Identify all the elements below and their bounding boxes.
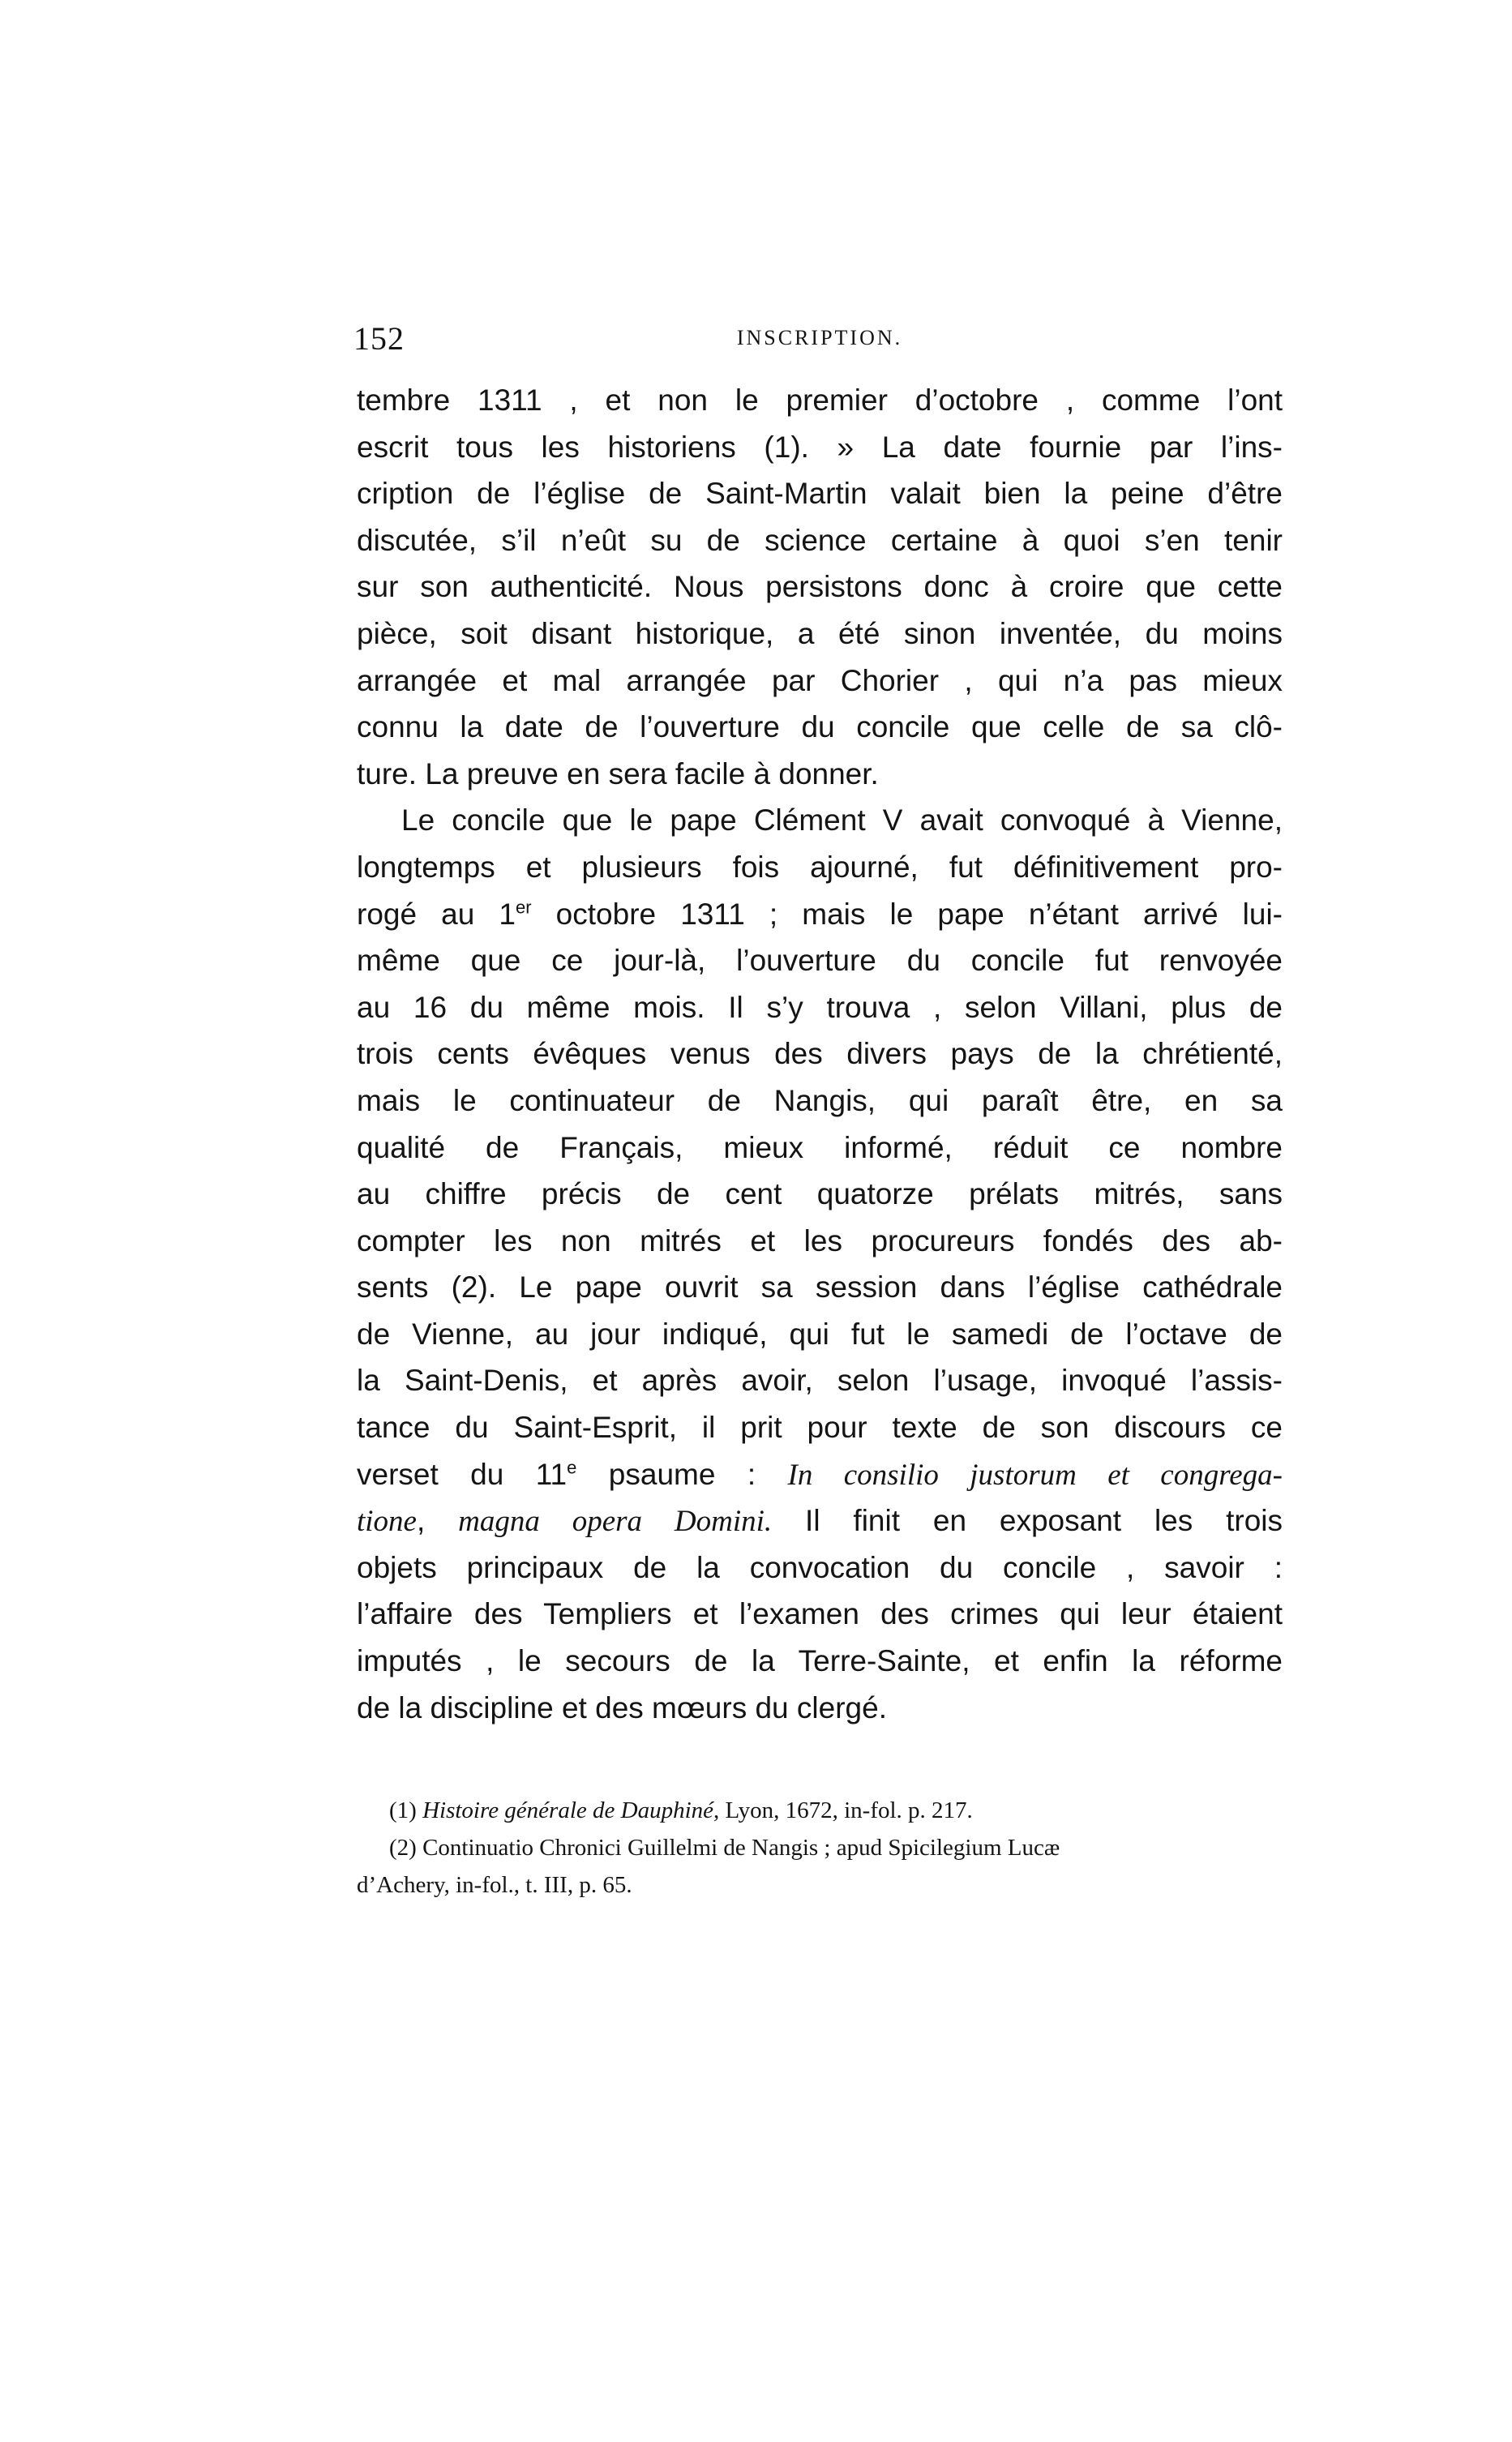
text-line: arrangée et mal arrangée par Chorier , qui n’a pas mieux bbox=[357, 663, 1283, 697]
text-line: escrit tous les historiens (1). » La date fournie par l’ins- bbox=[357, 430, 1283, 464]
text-line bbox=[357, 891, 1283, 938]
footnote-title: Histoire générale de Dauphiné bbox=[422, 1797, 714, 1823]
body-text bbox=[357, 377, 1283, 1731]
text-line: la Saint-Denis, et après avoir, selon l’usage, invoqué l’assis- bbox=[357, 1364, 1283, 1398]
italic-quote: tione bbox=[357, 1505, 417, 1539]
running-head: INSCRIPTION. bbox=[736, 326, 903, 349]
text-segment: psaume : bbox=[576, 1457, 788, 1491]
text-line: l’affaire des Templiers et l’examen des crimes qui leur étaient bbox=[357, 1597, 1283, 1631]
text-line: cription de l’église de Saint-Martin valait bien la peine d’être bbox=[357, 477, 1283, 511]
text-line: même que ce jour-là, l’ouverture du concile fut renvoyée bbox=[357, 944, 1283, 978]
text-segment: verset du 11 bbox=[357, 1457, 568, 1491]
text-line: sur son authenticité. Nous persistons donc à croire que cette bbox=[357, 570, 1283, 604]
page-number: 152 bbox=[353, 320, 405, 357]
footnote-2: (2) Continuatio Chronici Guillelmi de Nangis ; apud Spicilegium Lucæ bbox=[389, 1835, 1060, 1861]
footnote-1 bbox=[357, 1792, 1283, 1829]
superscript: er bbox=[516, 897, 532, 918]
italic-quote: magna opera Domini. bbox=[458, 1505, 773, 1539]
text-line: compter les non mitrés et les procureurs fondés des ab- bbox=[357, 1223, 1283, 1257]
text-line bbox=[357, 1451, 1283, 1498]
text-line: Le concile que le pape Clément V avait convoqué à Vienne, bbox=[401, 803, 1283, 838]
footnotes bbox=[357, 1792, 1283, 1904]
text-segment: Il finit en exposant les trois bbox=[772, 1504, 1283, 1538]
page-header bbox=[353, 315, 1286, 363]
text-line: tembre 1311 , et non le premier d’octobre , comme l’ont bbox=[357, 383, 1283, 417]
superscript: e bbox=[567, 1457, 577, 1478]
text-line: mais le continuateur de Nangis, qui paraît être, en sa bbox=[357, 1083, 1283, 1117]
text-line: objets principaux de la convocation du concile , savoir : bbox=[357, 1550, 1283, 1584]
text-line: de la discipline et des mœurs du clergé. bbox=[357, 1690, 887, 1724]
text-line: longtemps et plusieurs fois ajourné, fut définitivement pro- bbox=[357, 850, 1283, 884]
text-line: ture. La preuve en sera facile à donner. bbox=[357, 756, 879, 790]
text-line bbox=[357, 1497, 1283, 1544]
text-line: tance du Saint-Esprit, il prit pour texte de son discours ce bbox=[357, 1411, 1283, 1445]
text-line: au 16 du même mois. Il s’y trouva , selon Villani, plus de bbox=[357, 990, 1283, 1024]
text-line: imputés , le secours de la Terre-Sainte, et enfin la réforme bbox=[357, 1644, 1283, 1678]
text-segment: , bbox=[416, 1504, 459, 1538]
footnote-2-continuation: d’Achery, in-fol., t. III, p. 65. bbox=[357, 1872, 632, 1898]
text-line: trois cents évêques venus des divers pays de la chrétienté, bbox=[357, 1037, 1283, 1071]
text-line: sents (2). Le pape ouvrit sa session dans l’église cathédrale bbox=[357, 1270, 1283, 1305]
text-line: de Vienne, au jour indiqué, qui fut le samedi de l’octave de bbox=[357, 1317, 1283, 1351]
footnote-marker: (1) bbox=[389, 1797, 423, 1823]
text-segment: octobre 1311 ; mais le pape n’étant arrivé lui- bbox=[531, 897, 1283, 931]
text-line: au chiffre précis de cent quatorze prélats mitrés, sans bbox=[357, 1177, 1283, 1211]
text-line: connu la date de l’ouverture du concile que celle de sa clô- bbox=[357, 710, 1283, 744]
text-line: qualité de Français, mieux informé, réduit ce nombre bbox=[357, 1130, 1283, 1164]
text-line: pièce, soit disant historique, a été sinon inventée, du moins bbox=[357, 616, 1283, 650]
text-segment: rogé au 1 bbox=[357, 897, 516, 931]
text-line: discutée, s’il n’eût su de science certaine à quoi s’en tenir bbox=[357, 523, 1283, 557]
italic-quote: In consilio justorum et congrega- bbox=[787, 1458, 1283, 1492]
footnote-text: , Lyon, 1672, in-fol. p. 217. bbox=[713, 1797, 973, 1823]
